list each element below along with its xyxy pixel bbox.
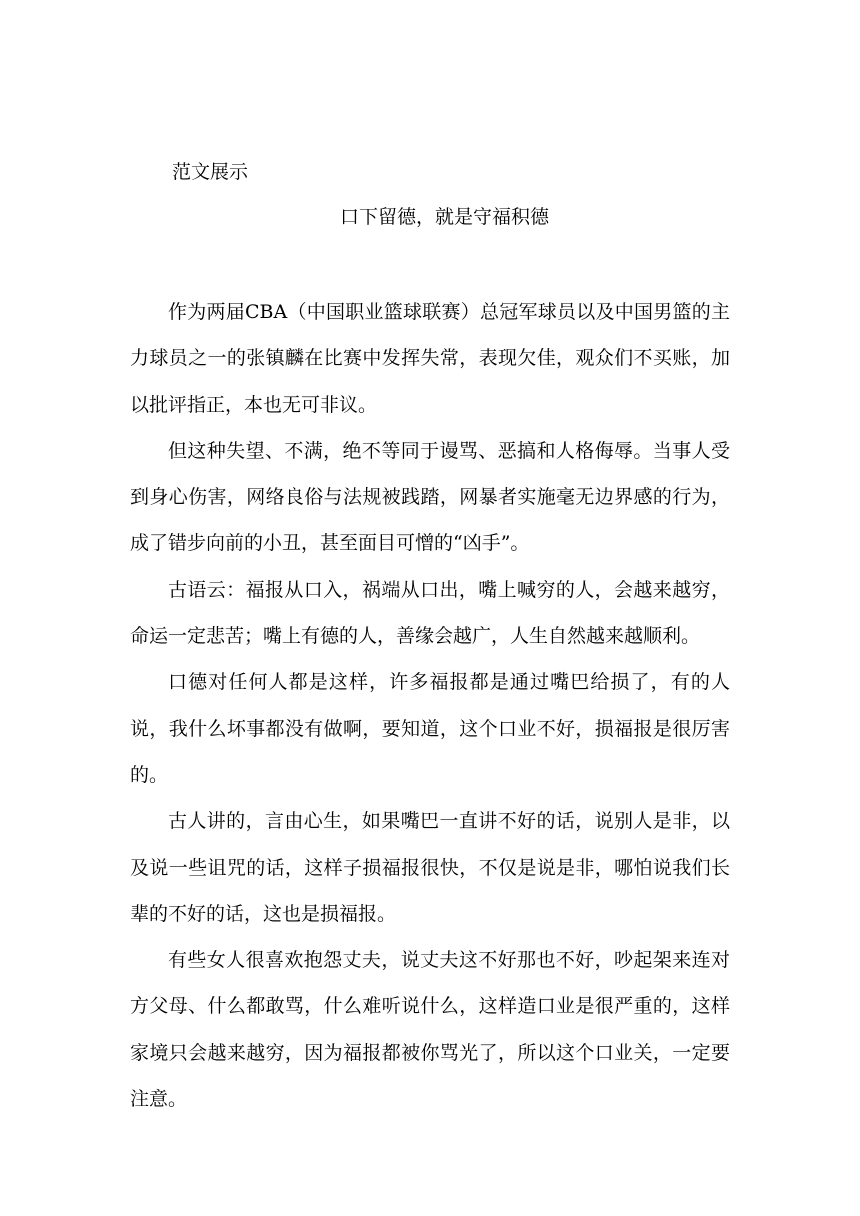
paragraph-4: 口德对任何人都是这样，许多福报都是通过嘴巴给损了，有的人说，我什么坏事都没有做啊，要知道，这个口业不好，损福报是很厉害的。: [130, 671, 730, 786]
paragraph-1: 作为两届CBA（中国职业篮球联赛）总冠军球员以及中国男篮的主力球员之一的张镇麟在比赛中发挥失常，表现欠佳，观众们不买账，加以批评指正，本也无可非议。: [130, 301, 730, 416]
paragraph-2: 但这种失望、不满，绝不等同于谩骂、恶搞和人格侮辱。当事人受到身心伤害，网络良俗与法规被践踏，网暴者实施毫无边界感的行为，成了错步向前的小丑，甚至面目可憎的“凶手”。: [130, 439, 730, 555]
essay-title: 口下留德，就是守福积德: [340, 206, 550, 228]
essay-body: [130, 289, 730, 1122]
paragraph-5: 古人讲的，言由心生，如果嘴巴一直讲不好的话，说别人是非，以及说一些诅咒的话，这样子损福报很快，不仅是说是非，哪怕说我们长辈的不好的话，这也是损福报。: [130, 810, 730, 925]
section-heading: 范文展示: [172, 161, 249, 183]
paragraph-6: 有些女人很喜欢抱怨丈夫，说丈夫这不好那也不好，吵起架来连对方父母、什么都敢骂，什么难听说什么，这样造口业是很严重的，这样家境只会越来越穷，因为福报都被你骂光了，所以这个口业关，一定要注意。: [130, 949, 730, 1111]
paragraph-3: 古语云：福报从口入，祸端从口出，嘴上喊穷的人，会越来越穷，命运一定悲苦；嘴上有德的人，善缘会越广，人生自然越来越顺利。: [130, 578, 730, 648]
